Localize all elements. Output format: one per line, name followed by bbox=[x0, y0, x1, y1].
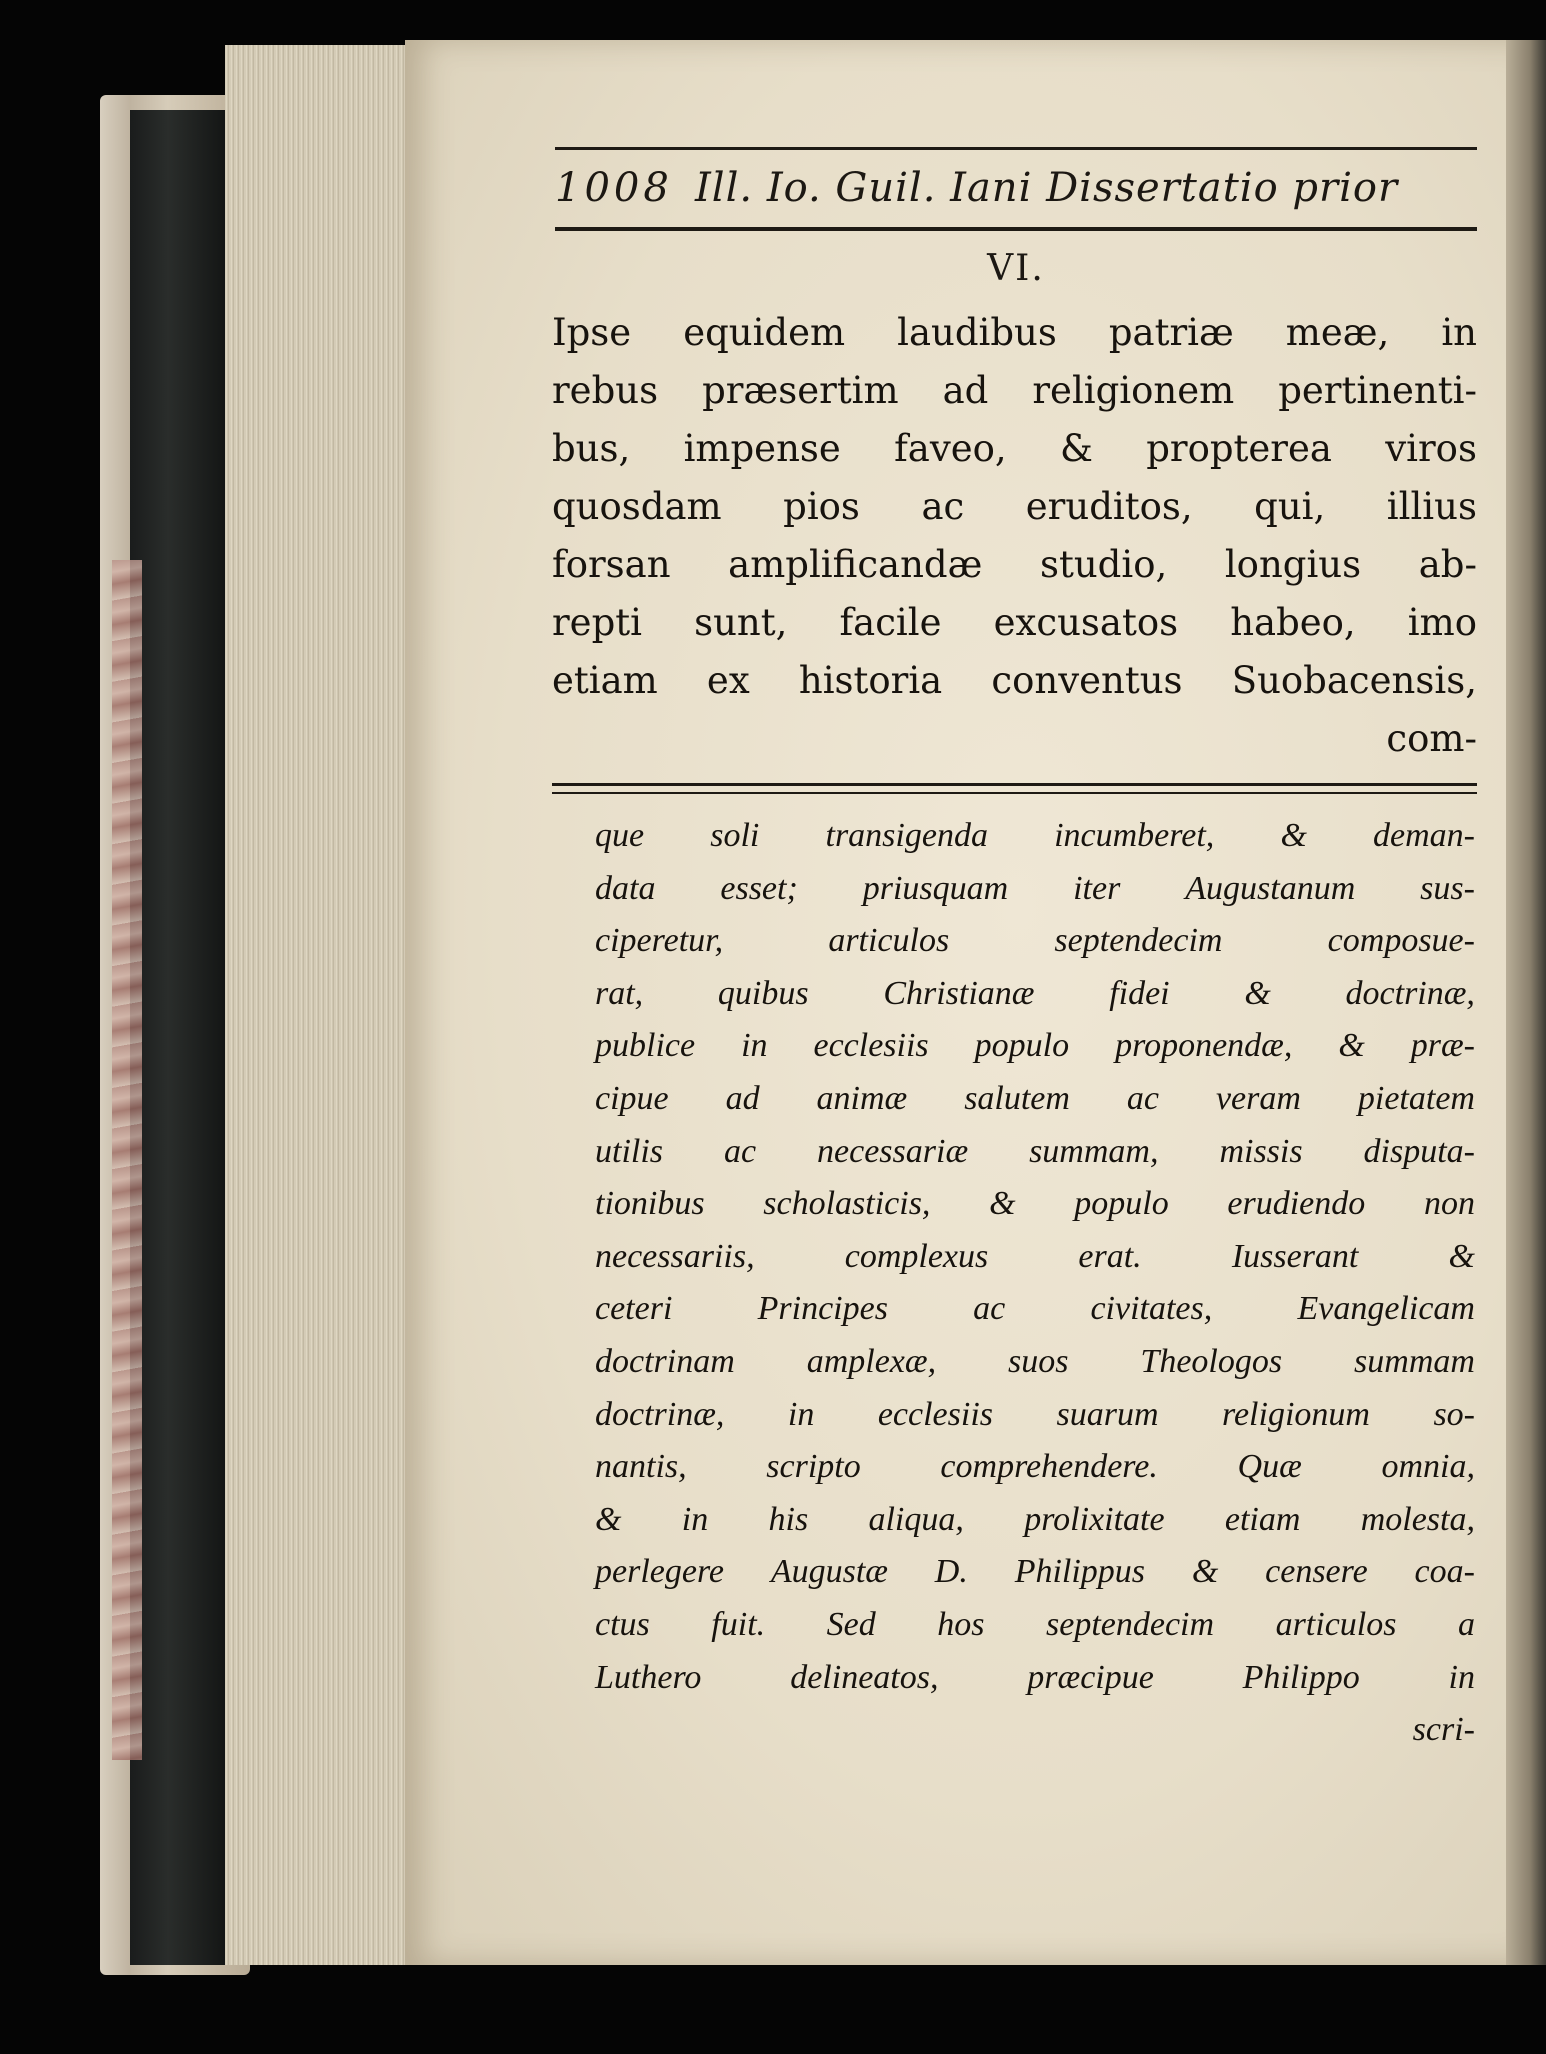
word: populo bbox=[1074, 1185, 1169, 1223]
word: Augustanum bbox=[1185, 869, 1356, 907]
word: cipue bbox=[595, 1079, 669, 1117]
word: laudibus bbox=[897, 311, 1057, 354]
word: ac bbox=[1126, 1079, 1160, 1117]
word: patriæ bbox=[1108, 311, 1234, 354]
word: censere bbox=[1265, 1553, 1368, 1591]
word: utilis bbox=[595, 1132, 664, 1170]
word: ceteri bbox=[595, 1290, 673, 1328]
word: ad bbox=[942, 369, 989, 412]
word: incumberet, bbox=[1054, 817, 1215, 854]
footnote-line bbox=[595, 1599, 1475, 1652]
word: etiam bbox=[552, 659, 658, 702]
word: comprehendere. bbox=[940, 1448, 1158, 1486]
footnote-line bbox=[595, 1441, 1475, 1494]
word: præsertim bbox=[702, 369, 899, 412]
footnote-line bbox=[595, 1389, 1475, 1442]
main-text-line bbox=[552, 652, 1477, 710]
word: ecclesiis bbox=[877, 1395, 993, 1433]
footnote-line bbox=[595, 863, 1475, 916]
main-text-line bbox=[552, 362, 1477, 420]
word: ctus bbox=[595, 1605, 650, 1643]
word: ecclesiis bbox=[813, 1027, 929, 1065]
word: meæ, bbox=[1285, 311, 1390, 354]
word: viros bbox=[1385, 427, 1477, 470]
word: articulos bbox=[828, 922, 950, 960]
footnote-rule-thin bbox=[552, 792, 1477, 794]
word: data bbox=[595, 869, 656, 907]
word: veram bbox=[1215, 1079, 1301, 1117]
word: qui, bbox=[1254, 485, 1326, 528]
word: ac bbox=[723, 1132, 757, 1170]
word: Christianæ bbox=[883, 974, 1035, 1012]
word: Sed bbox=[826, 1605, 876, 1643]
word: publice bbox=[595, 1027, 696, 1065]
word: pietatem bbox=[1357, 1079, 1475, 1117]
word: pios bbox=[783, 485, 860, 528]
word: D. bbox=[934, 1553, 968, 1591]
word: Iusserant bbox=[1231, 1237, 1359, 1275]
word: so- bbox=[1433, 1395, 1475, 1433]
main-text-line bbox=[552, 536, 1477, 594]
word: aliqua, bbox=[868, 1500, 964, 1538]
word: necessariæ bbox=[817, 1132, 969, 1170]
word: suos bbox=[1008, 1342, 1069, 1380]
word: doctrinæ, bbox=[595, 1395, 725, 1433]
word: ex bbox=[706, 659, 750, 702]
running-header bbox=[555, 156, 1477, 220]
word: conventus bbox=[991, 659, 1183, 702]
word: faveo, bbox=[894, 427, 1007, 470]
word: disputa- bbox=[1363, 1132, 1475, 1170]
word: a bbox=[1458, 1605, 1475, 1643]
word: religionem bbox=[1032, 369, 1235, 412]
word: præ- bbox=[1410, 1027, 1475, 1065]
word: rebus bbox=[552, 369, 659, 412]
word: Augustæ bbox=[770, 1553, 888, 1591]
word: & bbox=[1191, 1553, 1219, 1591]
word: in bbox=[741, 1027, 768, 1065]
word: imo bbox=[1407, 601, 1477, 644]
word: excusatos bbox=[993, 601, 1179, 644]
header-rule-bottom bbox=[555, 227, 1477, 231]
footnote-line bbox=[595, 1336, 1475, 1389]
word: in bbox=[787, 1395, 815, 1433]
word: ciperetur, bbox=[595, 922, 724, 960]
word: facile bbox=[839, 601, 942, 644]
word: ad bbox=[725, 1079, 760, 1117]
word: & bbox=[1280, 817, 1307, 854]
word: iter bbox=[1073, 869, 1121, 907]
word: scholasticis, bbox=[763, 1185, 931, 1223]
word: septendecim bbox=[1046, 1605, 1215, 1643]
word: prolixitate bbox=[1024, 1500, 1165, 1538]
word: scripto bbox=[766, 1448, 861, 1486]
footnote-line bbox=[595, 1231, 1475, 1284]
word: ac bbox=[921, 485, 965, 528]
word: civitates, bbox=[1090, 1290, 1213, 1328]
word: doctrinæ, bbox=[1345, 974, 1475, 1012]
word: propterea bbox=[1146, 427, 1332, 470]
word: que bbox=[595, 817, 645, 854]
word: amplificandæ bbox=[728, 543, 983, 586]
footnote-line bbox=[595, 968, 1475, 1021]
footnote-line bbox=[595, 1283, 1475, 1336]
word: & bbox=[1244, 974, 1271, 1012]
main-text-line bbox=[552, 594, 1477, 652]
word: his bbox=[768, 1500, 809, 1538]
header-rule-top bbox=[555, 147, 1477, 150]
word: quosdam bbox=[552, 485, 722, 528]
page-number: 1008 bbox=[555, 165, 673, 211]
footnote-line bbox=[595, 1494, 1475, 1547]
word: summam, bbox=[1029, 1132, 1159, 1170]
word: pertinenti- bbox=[1278, 369, 1477, 412]
word: Luthero bbox=[595, 1658, 702, 1696]
word: Suobacensis, bbox=[1231, 659, 1477, 702]
word: animæ bbox=[816, 1079, 908, 1117]
word: etiam bbox=[1224, 1500, 1301, 1538]
main-catchword: com- bbox=[1386, 717, 1477, 760]
word: complexus bbox=[844, 1237, 989, 1275]
word: salutem bbox=[964, 1079, 1070, 1117]
word: illius bbox=[1386, 485, 1477, 528]
word: perlegere bbox=[595, 1553, 725, 1591]
word: proponendæ, bbox=[1115, 1027, 1293, 1065]
footnote-rule bbox=[552, 783, 1477, 786]
word: nantis, bbox=[595, 1448, 687, 1486]
word: Quæ bbox=[1237, 1448, 1302, 1486]
main-text-line bbox=[552, 478, 1477, 536]
word: deman- bbox=[1373, 817, 1475, 854]
footnote-block bbox=[595, 810, 1475, 1757]
footnote-line bbox=[595, 1020, 1475, 1073]
word: omnia, bbox=[1381, 1448, 1475, 1486]
word: ac bbox=[973, 1290, 1006, 1328]
word: septendecim bbox=[1054, 922, 1223, 960]
word: sunt, bbox=[694, 601, 788, 644]
word: priusquam bbox=[862, 869, 1009, 907]
word: & bbox=[989, 1185, 1016, 1223]
word: populo bbox=[974, 1027, 1070, 1065]
word: erudiendo bbox=[1227, 1185, 1366, 1223]
word: doctrinam bbox=[595, 1342, 735, 1380]
word: Ipse bbox=[552, 311, 632, 354]
word: fuit. bbox=[711, 1605, 766, 1643]
word: erat. bbox=[1078, 1237, 1142, 1275]
footnote-line bbox=[595, 810, 1475, 863]
running-title: Ill. Io. Guil. Iani Dissertatio prior bbox=[695, 165, 1399, 211]
footnote-line bbox=[595, 1126, 1475, 1179]
word: forsan bbox=[552, 543, 671, 586]
word: repti bbox=[552, 601, 642, 644]
word: in bbox=[1441, 311, 1477, 354]
word: quibus bbox=[717, 974, 809, 1012]
word: in bbox=[1448, 1658, 1475, 1696]
word: historia bbox=[798, 659, 943, 702]
word: amplexæ, bbox=[806, 1342, 937, 1380]
word: & bbox=[1338, 1027, 1365, 1065]
word: non bbox=[1423, 1185, 1475, 1223]
footnote-catchword: scri- bbox=[1412, 1711, 1475, 1749]
word: Principes bbox=[757, 1290, 888, 1328]
word: necessariis, bbox=[595, 1237, 755, 1275]
word: & bbox=[1448, 1237, 1475, 1275]
word: tionibus bbox=[595, 1185, 705, 1223]
word: summam bbox=[1354, 1342, 1475, 1380]
word: Philippus bbox=[1014, 1553, 1146, 1591]
word: habeo, bbox=[1230, 601, 1356, 644]
word: ab- bbox=[1418, 543, 1477, 586]
footnote-line bbox=[595, 1073, 1475, 1126]
word: & bbox=[595, 1500, 622, 1538]
word: studio, bbox=[1039, 543, 1168, 586]
word: & bbox=[1059, 427, 1093, 470]
book-spine bbox=[130, 110, 225, 1965]
footnote-line bbox=[595, 1178, 1475, 1231]
word: religionum bbox=[1222, 1395, 1370, 1433]
main-text-line bbox=[552, 420, 1477, 478]
word: soli bbox=[710, 817, 760, 854]
marbled-endpaper bbox=[112, 560, 142, 1760]
word: Philippo bbox=[1242, 1658, 1360, 1696]
word: in bbox=[681, 1500, 709, 1538]
word: delineatos, bbox=[790, 1658, 939, 1696]
word: composue- bbox=[1327, 922, 1475, 960]
word: articulos bbox=[1275, 1605, 1397, 1643]
page-edges bbox=[225, 45, 425, 1965]
word: fidei bbox=[1109, 974, 1170, 1012]
word: hos bbox=[937, 1605, 985, 1643]
word: transigenda bbox=[825, 817, 988, 854]
word: Evangelicam bbox=[1297, 1290, 1475, 1328]
word: esset; bbox=[720, 869, 798, 907]
word: coa- bbox=[1414, 1553, 1475, 1591]
footnote-line bbox=[595, 1652, 1475, 1705]
section-number: VI. bbox=[987, 248, 1045, 289]
word: equidem bbox=[683, 311, 846, 354]
word: Theologos bbox=[1140, 1342, 1283, 1380]
main-text-line bbox=[552, 304, 1477, 362]
word: sus- bbox=[1420, 869, 1475, 907]
word: longius bbox=[1224, 543, 1362, 586]
word: impense bbox=[683, 427, 841, 470]
word: præcipue bbox=[1027, 1658, 1154, 1696]
page-gutter bbox=[1506, 40, 1546, 1965]
word: bus, bbox=[552, 427, 631, 470]
main-text-block bbox=[552, 304, 1477, 768]
word: eruditos, bbox=[1025, 485, 1193, 528]
word: rat, bbox=[595, 974, 644, 1012]
footnote-line bbox=[595, 915, 1475, 968]
word: missis bbox=[1219, 1132, 1303, 1170]
word: molesta, bbox=[1360, 1500, 1475, 1538]
word: suarum bbox=[1056, 1395, 1159, 1433]
footnote-line bbox=[595, 1546, 1475, 1599]
